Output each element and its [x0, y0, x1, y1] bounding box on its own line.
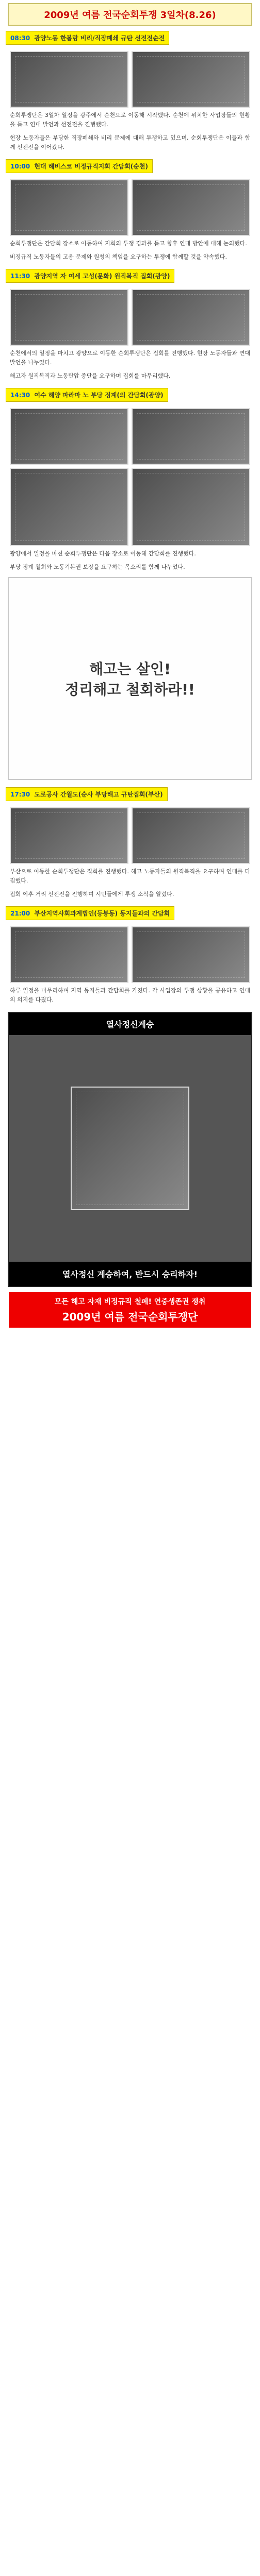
photo-4-3 — [10, 468, 128, 546]
section-6 — [4, 906, 256, 1005]
paragraph: 현장 노동자들은 부당한 직장폐쇄와 비리 문제에 대해 투쟁하고 있으며, 순회투쟁단은 이들과 함께 선전전을 이어갔다. — [10, 134, 250, 150]
protest-sign-line-2: 정리해고 철회하라!! — [65, 681, 195, 698]
memorial-portrait — [71, 1087, 189, 1210]
paragraph: 순회투쟁단은 간담회 장소로 이동하여 지회의 투쟁 경과를 듣고 향후 연대 방안에 대해 논의했다. — [10, 240, 247, 247]
paragraph: 순회투쟁단은 3일차 일정을 광주에서 순천으로 이동해 시작했다. 순천에 위치한 사업장들의 현황을 듣고 연대 발언과 선전전을 진행했다. — [10, 112, 250, 128]
footer-banner — [9, 1292, 251, 1328]
protest-sign-line-1: 해고는 살인! — [89, 660, 171, 677]
photo-6-2 — [132, 926, 250, 983]
section-title-2 — [6, 159, 153, 173]
section-text-1 — [10, 111, 250, 152]
section-time-6: 21:00 — [10, 910, 30, 917]
paragraph: 해고자 원직복직과 노동탄압 중단을 요구하며 집회를 마무리했다. — [10, 372, 171, 379]
paragraph: 하루 일정을 마무리하며 지역 동지들과 간담회를 가졌다. 각 사업장의 투쟁 상황을 공유하고 연대의 의지를 다졌다. — [10, 987, 250, 1003]
section-title-4 — [6, 388, 168, 402]
section-1 — [4, 31, 256, 152]
section-text-5 — [10, 867, 250, 899]
photo-2-2 — [132, 179, 250, 236]
paragraph: 집회 이후 거리 선전전을 진행하며 시민들에게 투쟁 소식을 알렸다. — [10, 891, 174, 897]
section-3 — [4, 269, 256, 381]
section-title-6 — [6, 906, 174, 920]
paragraph: 비정규직 노동자들의 고용 문제와 원청의 책임을 요구하는 투쟁에 함께할 것을 약속했다. — [10, 253, 227, 260]
photo-5-1 — [10, 807, 128, 864]
section-heading-5: 도로공사 간월도(순사 부당해고 규탄집회(부산) — [34, 791, 163, 798]
photo-4-2 — [132, 408, 250, 465]
section-text-6 — [10, 986, 250, 1005]
paragraph: 부당 징계 철회와 노동기본권 보장을 요구하는 목소리를 함께 나누었다. — [10, 564, 185, 570]
section-time-3: 11:30 — [10, 273, 30, 280]
section-heading-2: 현대 해비스코 비정규직지회 간담회(순천) — [34, 163, 148, 170]
paragraph: 부산으로 이동한 순회투쟁단은 집회를 진행했다. 해고 노동자들의 원직복직을 요구하며 연대를 다짐했다. — [10, 868, 250, 884]
section-time-4: 14:30 — [10, 392, 30, 399]
page — [4, 3, 256, 1328]
section-2 — [4, 159, 256, 262]
photo-3-2 — [132, 289, 250, 346]
section-heading-4: 여수 해양 파라마 노 부당 징계(의 간담회(광양) — [34, 392, 164, 399]
photo-4-4 — [132, 468, 250, 546]
section-title-5 — [6, 787, 168, 801]
photo-6-1 — [10, 926, 128, 983]
page-title: 2009년 여름 전국순회투쟁 3일차(8.26) — [8, 3, 252, 26]
paragraph: 광양에서 일정을 마친 순회투쟁단은 다음 장소로 이동해 간담회를 진행했다. — [10, 550, 196, 557]
photo-3-1 — [10, 289, 128, 346]
section-heading-1: 광양노동 한봄랑 비리/직장폐쇄 규탄 선전전순전 — [34, 35, 165, 42]
photo-1-2 — [132, 51, 250, 108]
section-time-5: 17:30 — [10, 791, 30, 798]
section-time-2: 10:00 — [10, 163, 30, 170]
memorial-caption: 열사정신 계승하여, 반드시 승리하자! — [9, 1262, 251, 1286]
memorial-top: 열사정신계승 — [9, 1013, 251, 1035]
section-title-3 — [6, 269, 174, 283]
section-text-2 — [10, 239, 250, 262]
protest-sign — [8, 577, 252, 780]
footer-line-2: 2009년 여름 전국순회투쟁단 — [62, 1311, 198, 1323]
section-heading-6: 부산지역사회과계법인(등봉동) 동지들과의 간담회 — [34, 910, 170, 917]
photo-4-1 — [10, 408, 128, 465]
section-heading-3: 광양지역 자 여세 고성(문화) 원직복직 집회(광양) — [34, 273, 170, 280]
section-text-3 — [10, 349, 250, 381]
photo-2-1 — [10, 179, 128, 236]
section-5 — [4, 787, 256, 899]
footer-line-1: 모든 해고 자재 비정규직 철폐! 연중생존권 쟁취 — [54, 1298, 206, 1306]
memorial-banner — [8, 1012, 252, 1287]
section-title-1 — [6, 31, 169, 45]
section-time-1: 08:30 — [10, 35, 30, 42]
photo-5-2 — [132, 807, 250, 864]
paragraph: 순천에서의 일정을 마치고 광양으로 이동한 순회투쟁단은 집회를 진행했다. 현장 노동자들과 연대 발언을 나누었다. — [10, 350, 250, 366]
section-text-4 — [10, 549, 250, 572]
photo-1-1 — [10, 51, 128, 108]
section-4 — [4, 388, 256, 780]
